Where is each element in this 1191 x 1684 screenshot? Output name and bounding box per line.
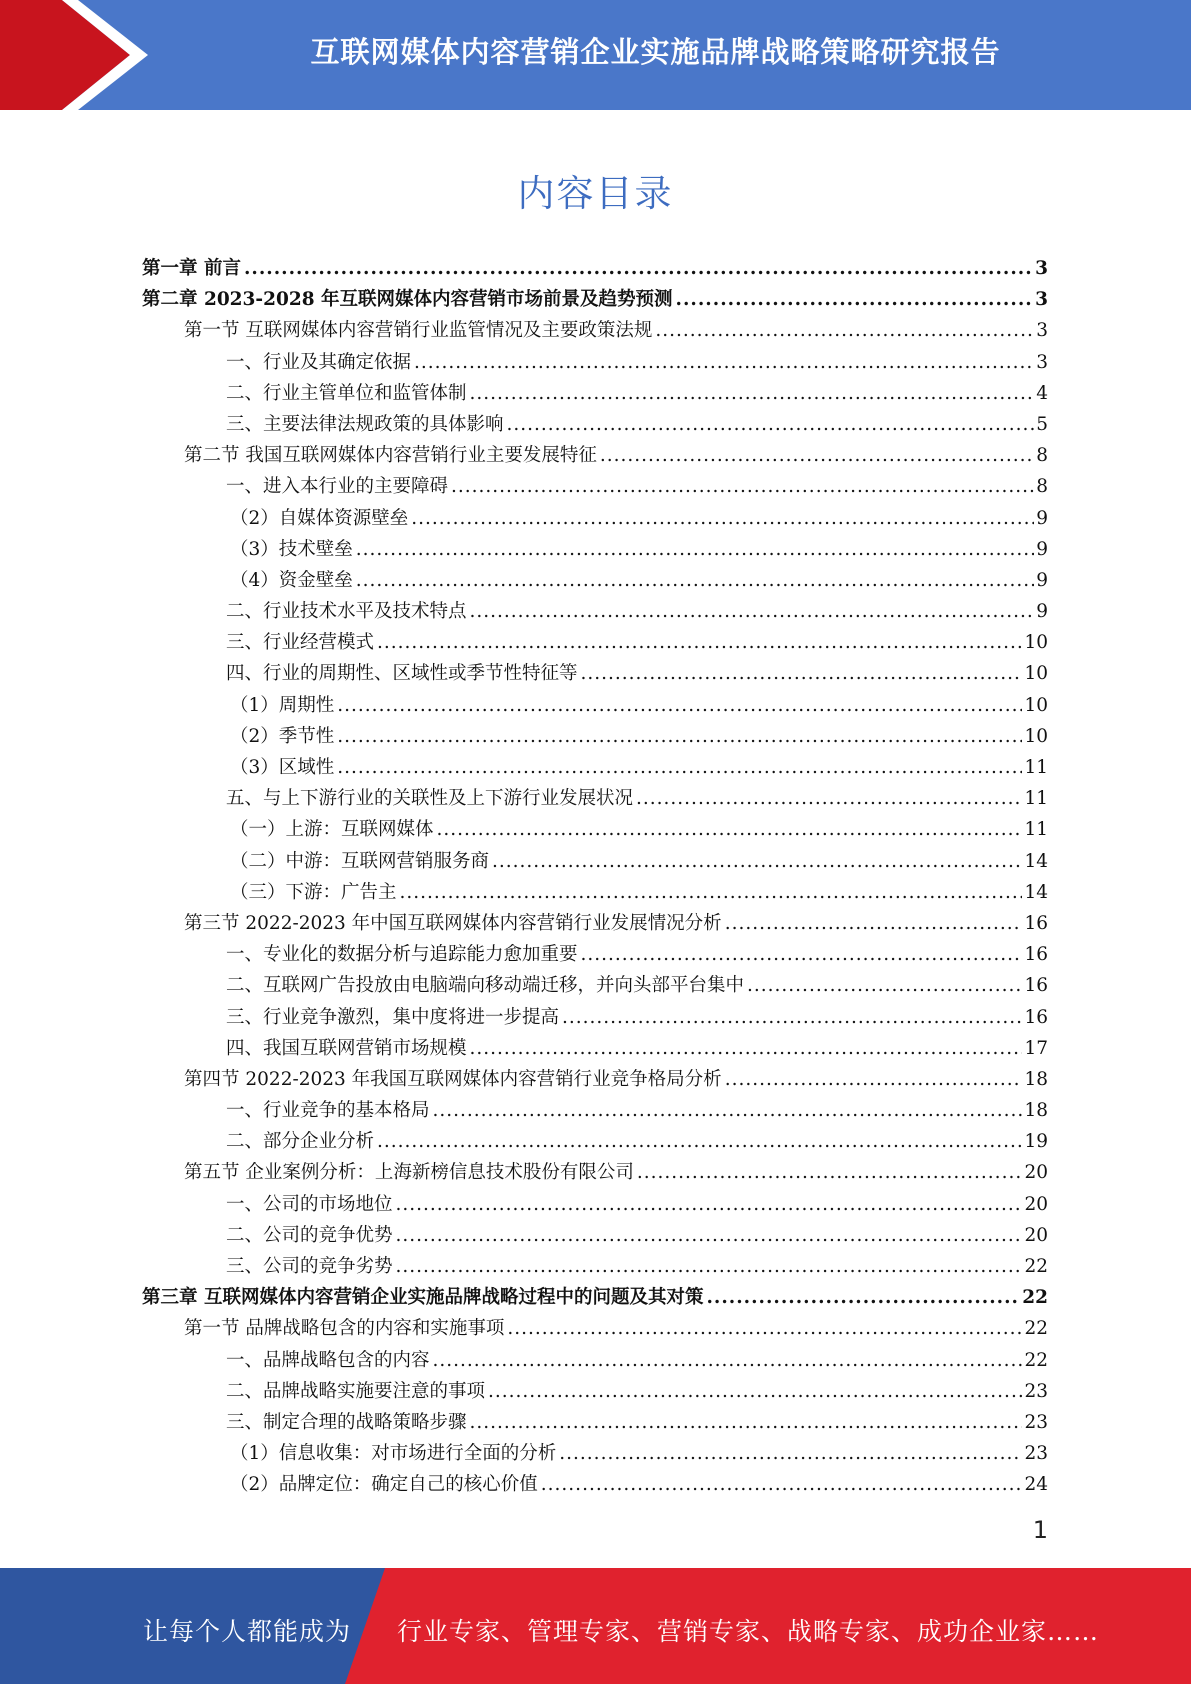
toc-entry-page: 22 [1024,1318,1048,1340]
toc-entry-page: 3 [1036,320,1048,342]
toc-entry[interactable] [142,596,1048,627]
toc-entry-page: 18 [1024,1068,1048,1090]
toc-dot-leader [396,1220,1023,1251]
toc-entry[interactable] [142,1407,1048,1438]
toc-entry-title: （3）区域性 [230,757,335,778]
toc-dot-leader [356,565,1034,596]
toc-entry-title: （一）上游：互联网媒体 [230,819,434,841]
toc-dot-leader [725,908,1023,939]
toc-dot-leader [337,752,1022,783]
toc-dot-leader [414,347,1034,378]
toc-dot-leader [507,1313,1022,1344]
toc-entry-page: 8 [1036,476,1048,498]
toc-entry-title: 三、制定合理的战略策略步骤 [226,1411,467,1433]
toc-entry[interactable] [142,1064,1048,1095]
toc-entry[interactable] [142,1313,1048,1344]
toc-entry[interactable] [142,908,1048,939]
toc-entry-page: 3 [1036,351,1048,373]
toc-entry-page: 5 [1036,413,1048,435]
toc-entry[interactable] [142,440,1048,471]
toc-entry-title: 二、品牌战略实施要注意的事项 [226,1380,486,1402]
toc-dot-leader [655,315,1034,346]
toc-entry-title: 二、部分企业分析 [226,1131,375,1153]
toc-entry[interactable] [142,1189,1048,1220]
toc-entry-title: 二、行业技术水平及技术特点 [226,601,467,623]
toc-entry[interactable] [142,814,1048,845]
toc-entry[interactable] [142,253,1048,284]
toc-entry-page: 18 [1024,1100,1048,1122]
toc-entry[interactable] [142,315,1048,346]
toc-entry-page: 14 [1024,881,1048,903]
toc-entry-page: 23 [1024,1443,1048,1465]
toc-entry[interactable] [142,503,1048,534]
toc-dot-leader [396,1251,1023,1282]
toc-entry-title: 第五节 企业案例分析：上海新榜信息技术股份有限公司 [184,1162,634,1184]
toc-entry[interactable] [142,1345,1048,1376]
toc-entry-page: 17 [1024,1037,1048,1059]
toc-entry-page: 9 [1036,507,1048,529]
toc-entry-title: 三、行业竞争激烈，集中度将进一步提高 [226,1006,560,1028]
toc-entry-page: 8 [1036,445,1048,467]
toc-entry[interactable] [142,846,1048,877]
toc-entry-title: （2）品牌定位：确定自己的核心价值 [230,1474,538,1496]
toc-entry-title: 二、互联网广告投放由电脑端向移动端迁移，并向头部平台集中 [226,975,745,997]
toc-entry[interactable] [142,627,1048,658]
toc-entry[interactable] [142,783,1048,814]
toc-entry-title: 二、行业主管单位和监管体制 [226,382,467,404]
toc-entry[interactable] [142,409,1048,440]
report-title: 互联网媒体内容营销企业实施品牌战略策略研究报告 [310,34,1001,69]
toc-dot-leader [337,721,1022,752]
toc-entry-title: （二）中游：互联网营销服务商 [230,850,490,872]
toc-entry[interactable] [142,1251,1048,1282]
toc-entry[interactable] [142,1376,1048,1407]
toc-entry-title: （2）自媒体资源壁垒 [230,507,409,529]
toc-dot-leader [492,846,1022,877]
toc-dot-leader [562,1002,1022,1033]
toc-entry[interactable] [142,284,1048,315]
toc-entry-page: 9 [1036,601,1048,623]
toc-entry-page: 20 [1024,1193,1048,1215]
toc-entry-title: 第一节 品牌战略包含的内容和实施事项 [184,1318,505,1340]
toc-entry[interactable] [142,1126,1048,1157]
toc-heading: 内容目录 [517,172,674,215]
toc-entry-title: 三、主要法律法规政策的具体影响 [226,413,504,435]
toc-entry-page: 20 [1024,1224,1048,1246]
toc-entry-page: 9 [1036,569,1048,591]
toc-entry[interactable] [142,1438,1048,1469]
toc-entry-page: 3 [1035,258,1048,279]
toc-entry[interactable] [142,378,1048,409]
toc-dot-leader [636,783,1022,814]
toc-dot-leader [337,690,1022,721]
toc-entry-title: 四、行业的周期性、区域性或季节性特征等 [226,663,578,685]
toc-entry-page: 10 [1024,663,1048,685]
toc-entry-title: （2）季节性 [230,725,335,747]
toc-dot-leader [581,658,1023,689]
toc-entry-page: 4 [1036,382,1048,404]
toc-entry-page: 23 [1024,1411,1048,1433]
toc-entry[interactable] [142,752,1048,783]
toc-dot-leader [377,627,1022,658]
toc-entry-title: 五、与上下游行业的关联性及上下游行业发展状况 [226,788,634,810]
toc-entry-title: 第三章 互联网媒体内容营销企业实施品牌战略过程中的问题及其对策 [142,1287,704,1309]
toc-dot-leader [541,1469,1023,1500]
toc-dot-leader [470,1033,1023,1064]
toc-dot-leader [437,814,1023,845]
toc-entry-page: 10 [1024,694,1048,716]
toc-dot-leader [451,471,1034,502]
toc-dot-leader [600,440,1034,471]
toc-entry[interactable] [142,534,1048,565]
toc-entry-page: 16 [1024,912,1048,934]
footer-slogan-lead: 让每个人都能成为 [143,1617,352,1646]
toc-entry[interactable] [142,1282,1048,1313]
toc-dot-leader [400,877,1023,908]
toc-entry-title: 四、我国互联网营销市场规模 [226,1037,467,1059]
toc-entry-title: 第四节 2022-2023 年我国互联网媒体内容营销行业竞争格局分析 [184,1068,722,1090]
toc-entry-title: 一、行业及其确定依据 [226,351,412,373]
toc-dot-leader [747,970,1022,1001]
toc-entry[interactable] [142,1095,1048,1126]
toc-entry-page: 11 [1024,757,1048,778]
toc-entry-page: 22 [1024,1349,1048,1371]
toc-dot-leader [559,1438,1022,1469]
toc-dot-leader [244,253,1033,284]
page-number: 1 [1032,1516,1048,1544]
toc-entry-page: 22 [1024,1256,1048,1277]
toc-entry[interactable] [142,1157,1048,1188]
toc-entry-title: 一、品牌战略包含的内容 [226,1349,430,1371]
toc-entry-page: 19 [1024,1131,1048,1153]
toc-dot-leader [356,534,1034,565]
toc-dot-leader [637,1157,1023,1188]
toc-dot-leader [725,1064,1023,1095]
toc-entry-page: 14 [1024,850,1048,872]
toc-entry-title: 一、专业化的数据分析与追踪能力愈加重要 [226,944,578,966]
toc-dot-leader [411,503,1034,534]
toc-dot-leader [706,1282,1020,1313]
toc-entry-title: 第二章 2023-2028 年互联网媒体内容营销市场前景及趋势预测 [142,289,673,311]
toc-entry-page: 10 [1024,725,1048,747]
toc-entry[interactable] [142,471,1048,502]
footer-slogan-roles: 行业专家、管理专家、营销专家、战略专家、成功企业家…… [397,1617,1100,1646]
toc-dot-leader [470,596,1035,627]
toc-entry-title: 第一节 互联网媒体内容营销行业监管情况及主要政策法规 [184,320,653,342]
toc-entry[interactable] [142,565,1048,596]
toc-dot-leader [470,1407,1023,1438]
toc-entry[interactable] [142,690,1048,721]
toc-dot-leader [470,378,1035,409]
toc-entry-page: 16 [1024,1006,1048,1028]
toc-entry-title: 一、公司的市场地位 [226,1193,393,1215]
toc-entry[interactable] [142,1220,1048,1251]
toc-entry-page: 16 [1024,944,1048,966]
toc-entry[interactable] [142,1469,1048,1500]
toc-entry-title: （1）信息收集：对市场进行全面的分析 [230,1443,557,1465]
toc-entry-page: 24 [1024,1474,1048,1496]
toc-dot-leader [396,1189,1023,1220]
toc-entry-title: 第三节 2022-2023 年中国互联网媒体内容营销行业发展情况分析 [184,912,722,934]
toc-entry-page: 9 [1036,538,1048,560]
toc-entry-page: 11 [1024,788,1048,810]
table-of-contents [142,253,1048,1501]
toc-entry-page: 20 [1024,1162,1048,1184]
toc-dot-leader [377,1126,1022,1157]
toc-entry[interactable] [142,877,1048,908]
toc-entry-title: （3）技术壁垒 [230,538,353,560]
toc-entry-page: 10 [1024,632,1048,654]
toc-entry[interactable] [142,1033,1048,1064]
toc-entry-page: 23 [1024,1380,1048,1402]
toc-dot-leader [581,939,1023,970]
toc-entry[interactable] [142,970,1048,1001]
toc-dot-leader [507,409,1035,440]
toc-entry-title: 二、公司的竞争优势 [226,1224,393,1246]
toc-entry-title: 一、进入本行业的主要障碍 [226,476,449,498]
toc-entry[interactable] [142,347,1048,378]
toc-entry-title: 三、行业经营模式 [226,632,375,654]
toc-entry[interactable] [142,721,1048,752]
toc-entry-title: 第二节 我国互联网媒体内容营销行业主要发展特征 [184,445,597,467]
toc-dot-leader [433,1345,1023,1376]
toc-entry-page: 11 [1024,819,1048,841]
toc-entry[interactable] [142,1002,1048,1033]
toc-entry-page: 3 [1035,289,1048,311]
toc-entry-title: （1）周期性 [230,694,335,716]
toc-entry[interactable] [142,939,1048,970]
toc-dot-leader [676,284,1034,315]
toc-entry-title: （三）下游：广告主 [230,881,397,903]
toc-entry-title: 第一章 前言 [142,258,241,279]
toc-entry-page: 16 [1024,975,1048,997]
toc-dot-leader [488,1376,1022,1407]
toc-dot-leader [433,1095,1023,1126]
toc-entry-page: 22 [1022,1287,1048,1309]
toc-entry-title: （4）资金壁垒 [230,569,353,591]
toc-entry-title: 三、公司的竞争劣势 [226,1256,393,1277]
toc-entry-title: 一、行业竞争的基本格局 [226,1100,430,1122]
toc-entry[interactable] [142,658,1048,689]
